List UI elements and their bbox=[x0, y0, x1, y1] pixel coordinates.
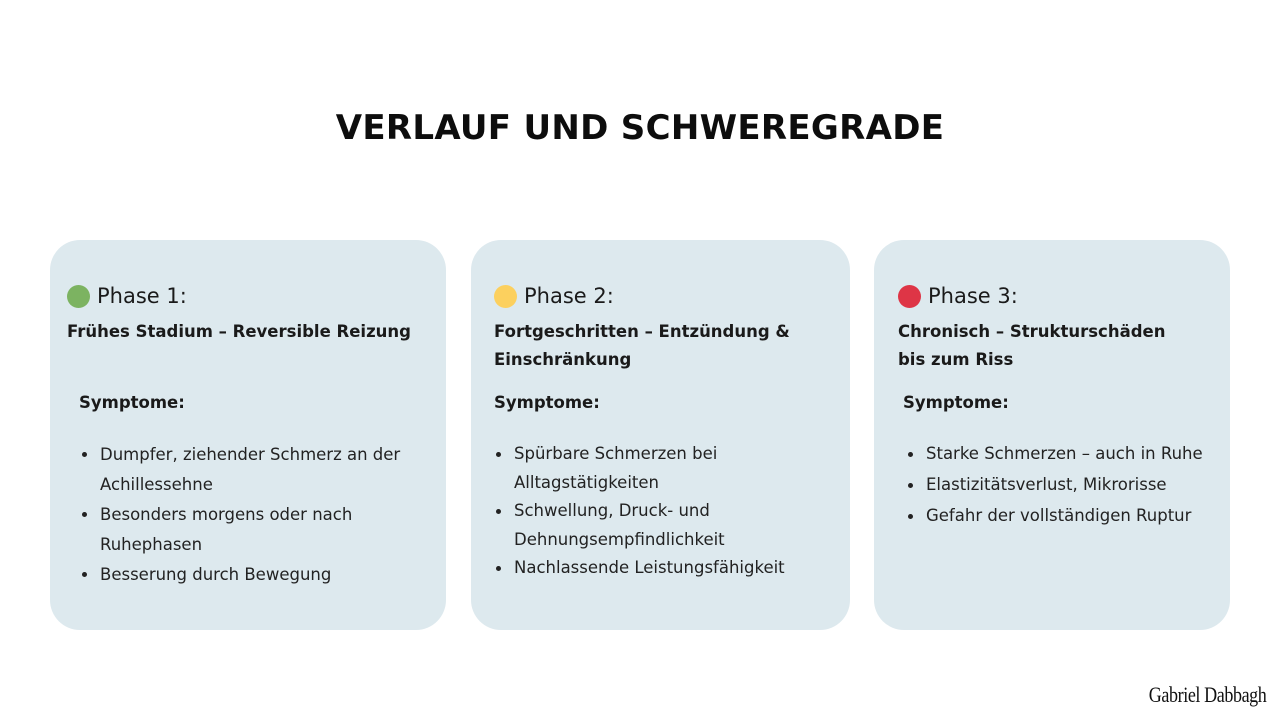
phase-3-symptoms-list bbox=[907, 440, 1222, 533]
phase-2-header bbox=[494, 284, 614, 308]
phase-2-card bbox=[471, 240, 850, 630]
phase-1-symptoms-heading: Symptome: bbox=[79, 393, 185, 412]
phase-1-subtitle: Frühes Stadium – Reversible Reizung bbox=[67, 322, 411, 341]
list-item: Elastizitätsverlust, Mikrorisse bbox=[907, 471, 1222, 499]
phase-2-label: Phase 2: bbox=[524, 284, 614, 308]
phase-2-symptoms-list bbox=[495, 440, 840, 583]
phase-3-card bbox=[874, 240, 1230, 630]
phase-3-label: Phase 3: bbox=[928, 284, 1018, 308]
red-circle-icon bbox=[898, 285, 921, 308]
green-circle-icon bbox=[67, 285, 90, 308]
phase-1-symptoms-list bbox=[81, 440, 426, 590]
phase-3-header bbox=[898, 284, 1018, 308]
yellow-circle-icon bbox=[494, 285, 517, 308]
list-item: Spürbare Schmerzen bei Alltagstätigkeiten bbox=[495, 440, 840, 497]
phase-1-header bbox=[67, 284, 187, 308]
list-item: Dumpfer, ziehender Schmerz an der Achillessehne bbox=[81, 440, 426, 500]
phase-3-subtitle: Chronisch – Strukturschäden bis zum Riss bbox=[898, 322, 1166, 369]
list-item: Gefahr der vollständigen Ruptur bbox=[907, 502, 1222, 530]
list-item: Besonders morgens oder nach Ruhephasen bbox=[81, 500, 426, 560]
list-item: Schwellung, Druck- und Dehnungsempfindlichkeit bbox=[495, 497, 840, 554]
list-item: Besserung durch Bewegung bbox=[81, 560, 426, 590]
phase-1-label: Phase 1: bbox=[97, 284, 187, 308]
phase-1-card bbox=[50, 240, 446, 630]
phase-2-symptoms-heading: Symptome: bbox=[494, 393, 600, 412]
brand-logo: Gabriel Dabbagh bbox=[1148, 682, 1266, 707]
list-item: Starke Schmerzen – auch in Ruhe bbox=[907, 440, 1222, 468]
list-item: Nachlassende Leistungsfähigkeit bbox=[495, 554, 840, 583]
phase-2-subtitle: Fortgeschritten – Entzündung & Einschränkung bbox=[494, 322, 790, 369]
phase-3-symptoms-heading: Symptome: bbox=[903, 393, 1009, 412]
page-title: VERLAUF UND SCHWEREGRADE bbox=[335, 108, 945, 148]
